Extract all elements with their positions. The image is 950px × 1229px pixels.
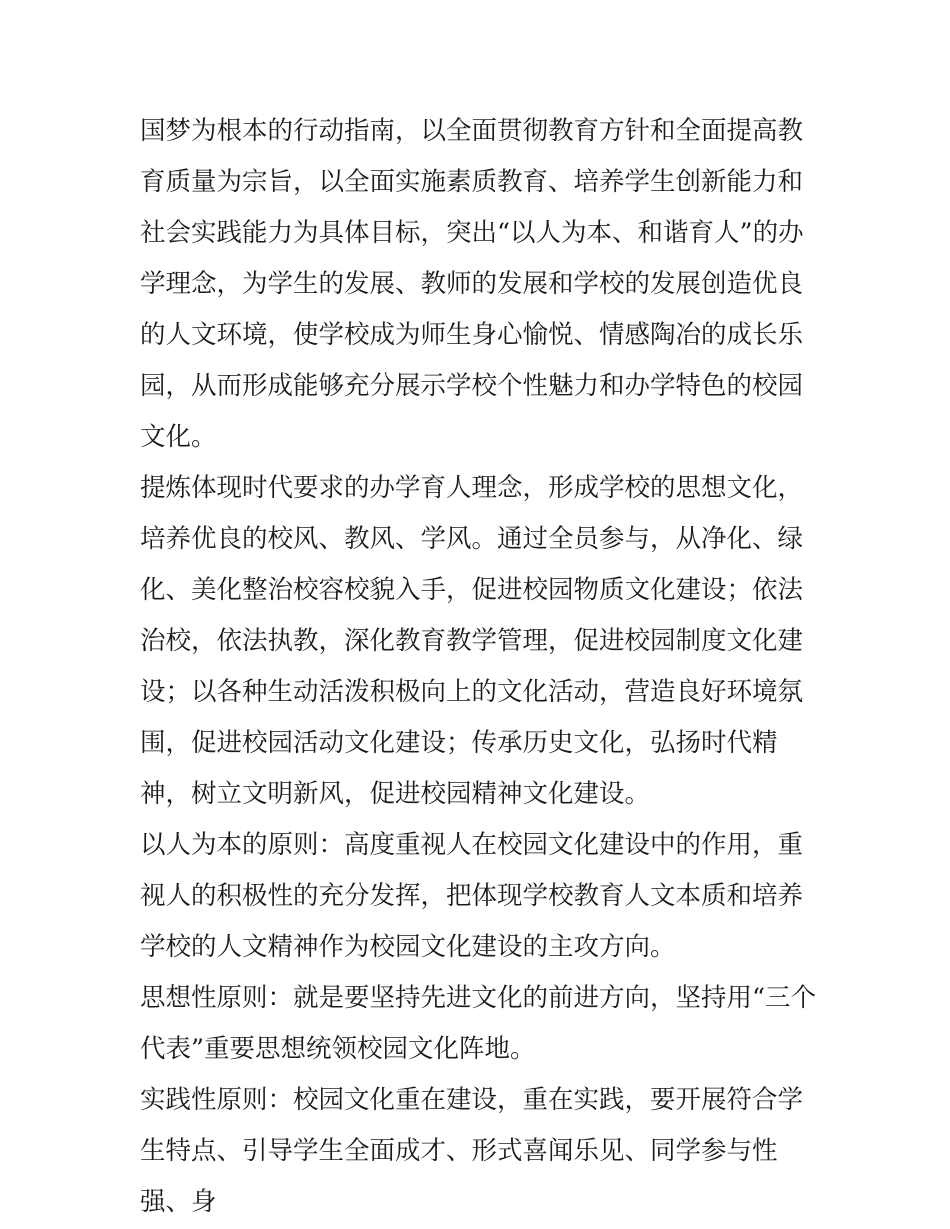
paragraph-practical-principle: 实践性原则：校园文化重在建设，重在实践，要开展符合学生特点、引导学生全面成才、形式喜闻乐见、同学参与性强、身 bbox=[140, 1085, 804, 1217]
paragraph-people-oriented-principle: 以人为本的原则：高度重视人在校园文化建设中的作用，重视人的积极性的充分发挥，把体现学校教育人文本质和培养学校的人文精神作为校园文化建设的主攻方向。 bbox=[140, 830, 804, 962]
paragraph-ideological-principle: 思想性原则：就是要坚持先进文化的前进方向，坚持用“三个代表”重要思想统领校园文化阵地。 bbox=[140, 983, 817, 1064]
paragraph-culture-construction: 提炼体现时代要求的办学育人理念，形成学校的思想文化，培养优良的校风、教风、学风。通过全员参与，从净化、绿化、美化整治校容校貌入手，促进校园物质文化建设；依法治校，依法执教，深化教育教学管理，促进校园制度文化建设；以各种生动活泼积极向上的文化活动，营造良好环境氛围，促进校园活动文化建设；传承历史文化，弘扬时代精神，树立文明新风，促进校园精神文化建设。 bbox=[140, 473, 804, 809]
document-body bbox=[140, 106, 820, 1228]
paragraph-school-culture-goals: 国梦为根本的行动指南，以全面贯彻教育方针和全面提高教育质量为宗旨，以全面实施素质教育、培养学生创新能力和社会实践能力为具体目标，突出“以人为本、和谐育人”的办学理念，为学生的发展、教师的发展和学校的发展创造优良的人文环境，使学校成为师生身心愉悦、情感陶冶的成长乐园，从而形成能够充分展示学校个性魅力和办学特色的校园文化。 bbox=[140, 116, 804, 452]
